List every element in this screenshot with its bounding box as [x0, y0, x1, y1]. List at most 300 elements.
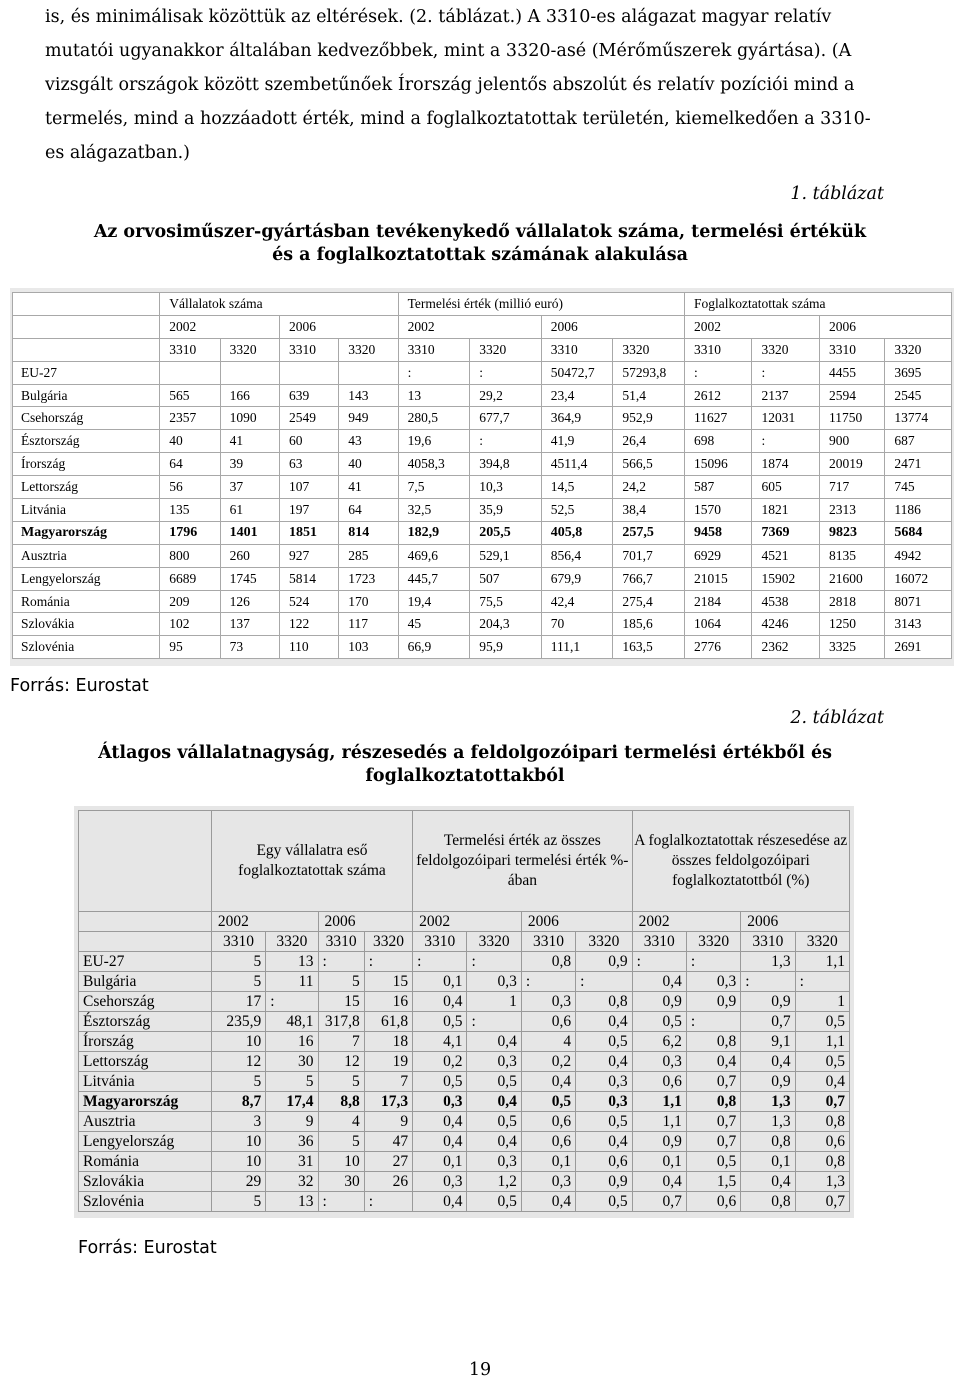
value-cell: 445,7 — [398, 567, 470, 590]
table-row — [79, 1072, 850, 1092]
value-cell: 0,4 — [413, 1112, 467, 1132]
value-cell: 29 — [211, 1172, 265, 1192]
country-cell: Litvánia — [79, 1072, 212, 1092]
value-cell: 0,9 — [686, 992, 740, 1012]
value-cell — [279, 361, 338, 384]
value-cell: 0,4 — [467, 1132, 521, 1152]
value-cell: 0,6 — [795, 1132, 849, 1152]
value-cell: 10 — [211, 1152, 265, 1172]
value-cell: 566,5 — [613, 453, 685, 476]
code-header: 3310 — [211, 932, 265, 952]
value-cell: 1090 — [220, 407, 279, 430]
value-cell: 0,3 — [686, 972, 740, 992]
value-cell: 0,7 — [795, 1192, 849, 1212]
value-cell: 9458 — [684, 521, 752, 544]
value-cell: 2776 — [684, 636, 752, 659]
table-row — [13, 407, 952, 430]
value-cell: 122 — [279, 613, 338, 636]
value-cell: 814 — [339, 521, 398, 544]
value-cell: 0,3 — [521, 1172, 575, 1192]
table2-title — [25, 742, 905, 788]
value-cell: 64 — [160, 453, 220, 476]
value-cell: 507 — [470, 567, 542, 590]
value-cell: 0,8 — [795, 1152, 849, 1172]
value-cell: 205,5 — [470, 521, 542, 544]
value-cell: 57293,8 — [613, 361, 685, 384]
value-cell: 95 — [160, 636, 220, 659]
value-cell: 2362 — [752, 636, 820, 659]
value-cell: : — [467, 952, 521, 972]
value-cell: 0,5 — [467, 1192, 521, 1212]
table-row — [79, 1112, 850, 1132]
value-cell: 52,5 — [541, 499, 613, 522]
code-header: 3320 — [576, 932, 632, 952]
value-cell: 0,9 — [576, 952, 632, 972]
value-cell: 529,1 — [470, 544, 542, 567]
value-cell: 687 — [885, 430, 952, 453]
value-cell: 1851 — [279, 521, 338, 544]
value-cell: 0,1 — [632, 1152, 686, 1172]
value-cell: 2137 — [752, 384, 820, 407]
value-cell: : — [318, 952, 364, 972]
value-cell: 0,6 — [521, 1012, 575, 1032]
value-cell: 0,3 — [576, 1092, 632, 1112]
value-cell: 9,1 — [741, 1032, 795, 1052]
value-cell: 31 — [266, 1152, 318, 1172]
value-cell: : — [318, 1192, 364, 1212]
value-cell: 0,6 — [632, 1072, 686, 1092]
value-cell: 524 — [279, 590, 338, 613]
value-cell: : — [364, 1192, 412, 1212]
value-cell: : — [470, 430, 542, 453]
value-cell: 1570 — [684, 499, 752, 522]
value-cell: 2184 — [684, 590, 752, 613]
country-cell: EU-27 — [13, 361, 160, 384]
value-cell: 14,5 — [541, 476, 613, 499]
value-cell: 717 — [819, 476, 884, 499]
value-cell: 0,3 — [576, 1072, 632, 1092]
value-cell: 11627 — [684, 407, 752, 430]
value-cell: 103 — [339, 636, 398, 659]
code-header: 3310 — [318, 932, 364, 952]
value-cell: : — [741, 972, 795, 992]
value-cell: 1250 — [819, 613, 884, 636]
code-header: 3320 — [339, 338, 398, 361]
country-cell: Ausztria — [79, 1112, 212, 1132]
value-cell: 257,5 — [613, 521, 685, 544]
table-row — [13, 590, 952, 613]
value-cell: 0,4 — [521, 1192, 575, 1212]
value-cell: 15 — [318, 992, 364, 1012]
value-cell: 0,3 — [467, 1152, 521, 1172]
value-cell: 1,3 — [741, 1112, 795, 1132]
table2 — [78, 810, 850, 1212]
value-cell: 13 — [266, 1192, 318, 1212]
value-cell: 107 — [279, 476, 338, 499]
code-header: 3320 — [467, 932, 521, 952]
value-cell: 0,4 — [576, 1052, 632, 1072]
value-cell: : — [752, 361, 820, 384]
paragraph-line: is, és minimálisak közöttük az eltérések. (2. táblázat.) A 3310-es alágazat magyar relatív — [45, 7, 832, 27]
value-cell: 2549 — [279, 407, 338, 430]
intro-paragraph — [45, 0, 925, 170]
value-cell: 13774 — [885, 407, 952, 430]
value-cell: 0,7 — [686, 1112, 740, 1132]
value-cell: 5 — [211, 952, 265, 972]
value-cell: 16072 — [885, 567, 952, 590]
country-cell: Írország — [79, 1032, 212, 1052]
value-cell: 1064 — [684, 613, 752, 636]
value-cell: : — [467, 1012, 521, 1032]
value-cell: 39 — [220, 453, 279, 476]
value-cell: 8,7 — [211, 1092, 265, 1112]
value-cell: 285 — [339, 544, 398, 567]
value-cell: 1401 — [220, 521, 279, 544]
country-cell: Észtország — [13, 430, 160, 453]
value-cell: 0,9 — [741, 992, 795, 1012]
group-header: Vállalatok száma — [160, 293, 398, 316]
corner-cell — [79, 811, 212, 912]
value-cell: : — [684, 361, 752, 384]
code-header: 3310 — [160, 338, 220, 361]
code-header: 3310 — [741, 932, 795, 952]
value-cell: 17,4 — [266, 1092, 318, 1112]
value-cell: 0,5 — [521, 1092, 575, 1112]
value-cell: 2545 — [885, 384, 952, 407]
value-cell: 35,9 — [470, 499, 542, 522]
value-cell: 677,7 — [470, 407, 542, 430]
value-cell: 13 — [266, 952, 318, 972]
value-cell: 260 — [220, 544, 279, 567]
table-row — [13, 567, 952, 590]
value-cell: 12 — [211, 1052, 265, 1072]
table2-group-header-row — [79, 811, 850, 912]
country-cell: Észtország — [79, 1012, 212, 1032]
value-cell: 394,8 — [470, 453, 542, 476]
value-cell: 0,7 — [632, 1192, 686, 1212]
group-header: A foglalkoztatottak részesedése az összes feldolgozóipari foglalkoztatottból (%) — [632, 811, 849, 912]
value-cell: 1796 — [160, 521, 220, 544]
value-cell: 10 — [211, 1032, 265, 1052]
value-cell: 405,8 — [541, 521, 613, 544]
value-cell: 0,3 — [521, 992, 575, 1012]
value-cell: 0,4 — [467, 1032, 521, 1052]
value-cell: 0,3 — [413, 1172, 467, 1192]
country-cell: Litvánia — [13, 499, 160, 522]
country-cell: Magyarország — [13, 521, 160, 544]
value-cell: 0,5 — [467, 1072, 521, 1092]
table-row — [13, 521, 952, 544]
value-cell: 5814 — [279, 567, 338, 590]
year-header: 2006 — [521, 912, 632, 932]
value-cell: 4511,4 — [541, 453, 613, 476]
year-header: 2006 — [541, 315, 684, 338]
country-cell: Románia — [13, 590, 160, 613]
value-cell: 102 — [160, 613, 220, 636]
table-row — [13, 476, 952, 499]
value-cell: 50472,7 — [541, 361, 613, 384]
value-cell: 10 — [211, 1132, 265, 1152]
value-cell: 1,3 — [741, 952, 795, 972]
value-cell: 0,4 — [686, 1052, 740, 1072]
value-cell: 60 — [279, 430, 338, 453]
code-header: 3310 — [279, 338, 338, 361]
table-row — [79, 1152, 850, 1172]
value-cell: 0,5 — [632, 1012, 686, 1032]
table2-code-row — [79, 932, 850, 952]
code-header: 3320 — [795, 932, 849, 952]
value-cell: : — [632, 952, 686, 972]
value-cell: 1 — [467, 992, 521, 1012]
group-header: Foglalkoztatottak száma — [684, 293, 951, 316]
value-cell: 3325 — [819, 636, 884, 659]
value-cell: 0,4 — [521, 1072, 575, 1092]
value-cell: 0,3 — [467, 972, 521, 992]
code-header: 3310 — [521, 932, 575, 952]
value-cell: 5 — [211, 972, 265, 992]
value-cell: 15902 — [752, 567, 820, 590]
value-cell: 0,5 — [467, 1112, 521, 1132]
value-cell: 7 — [364, 1072, 412, 1092]
value-cell: 0,4 — [413, 1132, 467, 1152]
value-cell: 45 — [398, 613, 470, 636]
year-header: 2002 — [398, 315, 541, 338]
table1-code-row — [13, 338, 952, 361]
value-cell: 11750 — [819, 407, 884, 430]
value-cell: 1874 — [752, 453, 820, 476]
table-row — [13, 613, 952, 636]
value-cell: 1,1 — [795, 1032, 849, 1052]
value-cell: 5684 — [885, 521, 952, 544]
value-cell: 0,5 — [576, 1192, 632, 1212]
value-cell: 12 — [318, 1052, 364, 1072]
value-cell: 8071 — [885, 590, 952, 613]
value-cell: 170 — [339, 590, 398, 613]
value-cell: 37 — [220, 476, 279, 499]
value-cell: : — [795, 972, 849, 992]
value-cell: 41,9 — [541, 430, 613, 453]
value-cell: 7,5 — [398, 476, 470, 499]
value-cell: 26 — [364, 1172, 412, 1192]
year-header: 2006 — [318, 912, 413, 932]
country-cell: Szlovákia — [13, 613, 160, 636]
value-cell: 0,7 — [686, 1072, 740, 1092]
country-cell: Bulgária — [79, 972, 212, 992]
value-cell: 4538 — [752, 590, 820, 613]
value-cell: 75,5 — [470, 590, 542, 613]
group-header: Egy vállalatra eső foglalkoztatottak száma — [211, 811, 412, 912]
value-cell: 1,2 — [467, 1172, 521, 1192]
value-cell: 19,6 — [398, 430, 470, 453]
code-header: 3310 — [632, 932, 686, 952]
value-cell: 135 — [160, 499, 220, 522]
value-cell: 20019 — [819, 453, 884, 476]
table-row — [79, 1192, 850, 1212]
table-row — [79, 1032, 850, 1052]
value-cell: 0,4 — [795, 1072, 849, 1092]
value-cell: 0,1 — [521, 1152, 575, 1172]
value-cell: 6689 — [160, 567, 220, 590]
table-row — [13, 453, 952, 476]
value-cell: 5 — [211, 1072, 265, 1092]
value-cell: 1821 — [752, 499, 820, 522]
code-header: 3320 — [613, 338, 685, 361]
value-cell: 64 — [339, 499, 398, 522]
value-cell: 0,8 — [741, 1192, 795, 1212]
code-header: 3310 — [413, 932, 467, 952]
value-cell: 43 — [339, 430, 398, 453]
value-cell: : — [364, 952, 412, 972]
value-cell: 317,8 — [318, 1012, 364, 1032]
country-cell: Írország — [13, 453, 160, 476]
value-cell: 745 — [885, 476, 952, 499]
table2-year-row — [79, 912, 850, 932]
value-cell: 949 — [339, 407, 398, 430]
value-cell: 163,5 — [613, 636, 685, 659]
value-cell: : — [266, 992, 318, 1012]
table1-title — [40, 221, 920, 267]
value-cell: 66,9 — [398, 636, 470, 659]
table1-year-row — [13, 315, 952, 338]
value-cell — [160, 361, 220, 384]
table2-source: Forrás: Eurostat — [78, 1238, 217, 1258]
year-header: 2006 — [279, 315, 398, 338]
value-cell: 0,6 — [686, 1192, 740, 1212]
country-cell: Lettország — [79, 1052, 212, 1072]
table1 — [12, 292, 952, 659]
value-cell: 13 — [398, 384, 470, 407]
value-cell: 9 — [266, 1112, 318, 1132]
value-cell: 469,6 — [398, 544, 470, 567]
value-cell: 766,7 — [613, 567, 685, 590]
value-cell: 4521 — [752, 544, 820, 567]
table1-title-line: és a foglalkoztatottak számának alakulása — [272, 245, 688, 265]
table-row — [13, 430, 952, 453]
value-cell: 0,9 — [632, 1132, 686, 1152]
code-header: 3320 — [266, 932, 318, 952]
value-cell: 111,1 — [541, 636, 613, 659]
table-row — [13, 636, 952, 659]
value-cell: 0,5 — [576, 1032, 632, 1052]
value-cell: 18 — [364, 1032, 412, 1052]
value-cell: 0,8 — [686, 1032, 740, 1052]
value-cell: 0,2 — [413, 1052, 467, 1072]
paragraph-line: es alágazatban.) — [45, 143, 190, 163]
corner-cell — [13, 293, 160, 316]
value-cell: 5 — [318, 1132, 364, 1152]
code-header: 3310 — [819, 338, 884, 361]
value-cell: 95,9 — [470, 636, 542, 659]
value-cell: 679,9 — [541, 567, 613, 590]
value-cell: 0,6 — [576, 1152, 632, 1172]
value-cell: 275,4 — [613, 590, 685, 613]
value-cell: 3695 — [885, 361, 952, 384]
table-row — [13, 544, 952, 567]
value-cell: 0,8 — [521, 952, 575, 972]
value-cell: 0,4 — [467, 1092, 521, 1112]
table2-title-line: Átlagos vállalatnagyság, részesedés a feldolgozóipari termelési értékből és — [98, 743, 832, 763]
value-cell: 0,8 — [741, 1132, 795, 1152]
table1-title-line: Az orvosiműszer-gyártásban tevékenykedő vállalatok száma, termelési értékük — [93, 222, 867, 242]
code-header: 3320 — [470, 338, 542, 361]
value-cell: 1723 — [339, 567, 398, 590]
table-row — [79, 1012, 850, 1032]
code-header: 3310 — [541, 338, 613, 361]
table-row — [79, 1092, 850, 1112]
corner-cell — [13, 315, 160, 338]
value-cell: 26,4 — [613, 430, 685, 453]
value-cell: : — [686, 952, 740, 972]
value-cell — [339, 361, 398, 384]
table-row — [79, 1132, 850, 1152]
value-cell: 9823 — [819, 521, 884, 544]
value-cell: 110 — [279, 636, 338, 659]
value-cell: 32,5 — [398, 499, 470, 522]
value-cell: 42,4 — [541, 590, 613, 613]
value-cell: 0,5 — [576, 1112, 632, 1132]
value-cell: 8,8 — [318, 1092, 364, 1112]
value-cell: : — [686, 1012, 740, 1032]
value-cell: : — [470, 361, 542, 384]
value-cell: 0,5 — [795, 1052, 849, 1072]
value-cell: 143 — [339, 384, 398, 407]
year-header: 2002 — [211, 912, 318, 932]
value-cell: 12031 — [752, 407, 820, 430]
value-cell: 10,3 — [470, 476, 542, 499]
value-cell: 0,5 — [413, 1072, 467, 1092]
year-header: 2002 — [160, 315, 280, 338]
value-cell: 0,4 — [741, 1052, 795, 1072]
code-header: 3320 — [686, 932, 740, 952]
paragraph-line: vizsgált országok között szembetűnőek Írország jelentős abszolút és relatív pozíciói mind a — [45, 75, 855, 95]
value-cell: 0,7 — [741, 1012, 795, 1032]
year-header: 2006 — [741, 912, 850, 932]
value-cell: 280,5 — [398, 407, 470, 430]
value-cell: 1,1 — [632, 1112, 686, 1132]
value-cell: 2594 — [819, 384, 884, 407]
value-cell: 126 — [220, 590, 279, 613]
value-cell: 0,7 — [686, 1132, 740, 1152]
value-cell: 48,1 — [266, 1012, 318, 1032]
value-cell: 0,2 — [521, 1052, 575, 1072]
value-cell: 7 — [318, 1032, 364, 1052]
value-cell: 1,1 — [632, 1092, 686, 1112]
value-cell: 0,4 — [413, 1192, 467, 1212]
country-cell: Magyarország — [79, 1092, 212, 1112]
value-cell: 1,3 — [741, 1092, 795, 1112]
value-cell: 364,9 — [541, 407, 613, 430]
code-header: 3320 — [220, 338, 279, 361]
value-cell: 2612 — [684, 384, 752, 407]
value-cell: 0,9 — [741, 1072, 795, 1092]
value-cell: 6929 — [684, 544, 752, 567]
value-cell: 10 — [318, 1152, 364, 1172]
year-header: 2002 — [413, 912, 522, 932]
value-cell: 51,4 — [613, 384, 685, 407]
value-cell: 0,3 — [467, 1052, 521, 1072]
year-header: 2002 — [684, 315, 819, 338]
value-cell: 30 — [266, 1052, 318, 1072]
value-cell: 209 — [160, 590, 220, 613]
value-cell: 1,5 — [686, 1172, 740, 1192]
value-cell: 2357 — [160, 407, 220, 430]
value-cell: : — [576, 972, 632, 992]
value-cell: 0,4 — [576, 1132, 632, 1152]
table-row — [79, 952, 850, 972]
paragraph-line: mutatói ugyanakkor általában kedvezőbbek, mint a 3320-asé (Mérőműszerek gyártása). (A — [45, 41, 852, 61]
value-cell: 2691 — [885, 636, 952, 659]
value-cell: 800 — [160, 544, 220, 567]
